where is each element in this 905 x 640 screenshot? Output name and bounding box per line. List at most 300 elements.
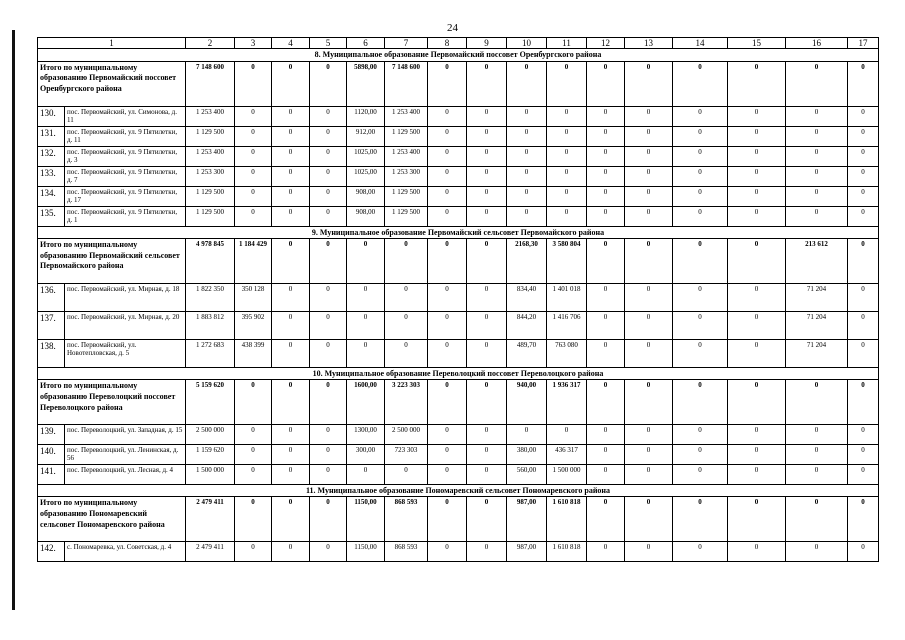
total-value-cell: 0 [467, 61, 507, 106]
value-cell: 0 [272, 339, 310, 367]
section-title: 11. Муниципальное образование Пономаревский сельсовет Пономаревского района [38, 484, 879, 496]
row-number: 131. [38, 126, 65, 146]
table-row [38, 283, 879, 311]
value-cell: 0 [235, 166, 272, 186]
section-header-row [38, 226, 879, 238]
value-cell: 1300,00 [347, 424, 385, 444]
value-cell: 0 [310, 464, 347, 484]
value-cell: 0 [848, 444, 879, 464]
value-cell: 0 [507, 424, 547, 444]
column-header: 10 [507, 38, 547, 49]
total-value-cell: 0 [428, 497, 467, 542]
value-cell: 0 [385, 339, 428, 367]
value-cell: 0 [547, 424, 587, 444]
value-cell: 380,00 [507, 444, 547, 464]
total-value-cell: 7 148 600 [385, 61, 428, 106]
value-cell: 0 [625, 464, 673, 484]
address-cell: пос. Первомайский, ул. 9 Пятилетки, д. 3 [65, 146, 186, 166]
value-cell: 0 [385, 311, 428, 339]
total-value-cell: 0 [310, 497, 347, 542]
address-cell: пос. Первомайский, ул. Мирная, д. 18 [65, 283, 186, 311]
value-cell: 0 [728, 464, 786, 484]
total-value-cell: 0 [272, 238, 310, 283]
value-cell: 1 129 500 [186, 126, 235, 146]
value-cell: 1 272 683 [186, 339, 235, 367]
value-cell: 0 [428, 444, 467, 464]
column-header: 2 [186, 38, 235, 49]
table-row [38, 166, 879, 186]
value-cell: 0 [428, 126, 467, 146]
total-value-cell: 0 [310, 61, 347, 106]
column-number-row [38, 38, 879, 49]
total-value-cell: 0 [848, 61, 879, 106]
value-cell: 0 [587, 106, 625, 126]
column-header: 12 [587, 38, 625, 49]
value-cell: 1 401 018 [547, 283, 587, 311]
address-cell: пос. Первомайский, ул. Мирная, д. 20 [65, 311, 186, 339]
value-cell: 71 204 [786, 283, 848, 311]
total-value-cell: 0 [728, 497, 786, 542]
value-cell: 0 [235, 106, 272, 126]
value-cell: 1150,00 [347, 542, 385, 562]
value-cell: 0 [272, 283, 310, 311]
total-value-cell: 0 [625, 238, 673, 283]
total-value-cell: 0 [786, 61, 848, 106]
total-value-cell: 7 148 600 [186, 61, 235, 106]
value-cell: 0 [428, 339, 467, 367]
value-cell: 0 [467, 311, 507, 339]
value-cell: 0 [786, 424, 848, 444]
value-cell: 489,70 [507, 339, 547, 367]
value-cell: 0 [625, 186, 673, 206]
total-value-cell: 0 [235, 497, 272, 542]
value-cell: 0 [385, 464, 428, 484]
total-value-cell: 3 580 804 [547, 238, 587, 283]
value-cell: 0 [786, 126, 848, 146]
total-value-cell: 0 [728, 238, 786, 283]
value-cell: 0 [728, 186, 786, 206]
value-cell: 0 [507, 126, 547, 146]
value-cell: 912,00 [347, 126, 385, 146]
value-cell: 0 [728, 424, 786, 444]
value-cell: 0 [310, 424, 347, 444]
total-value-cell: 0 [272, 497, 310, 542]
value-cell: 0 [673, 339, 728, 367]
value-cell: 0 [310, 126, 347, 146]
total-value-cell: 0 [673, 238, 728, 283]
total-value-cell: 0 [587, 497, 625, 542]
value-cell: 0 [428, 311, 467, 339]
row-number: 137. [38, 311, 65, 339]
row-number: 139. [38, 424, 65, 444]
value-cell: 1 253 400 [186, 106, 235, 126]
value-cell: 987,00 [507, 542, 547, 562]
value-cell: 0 [272, 146, 310, 166]
page-number: 24 [447, 22, 458, 34]
value-cell: 0 [428, 146, 467, 166]
value-cell: 1 253 400 [186, 146, 235, 166]
value-cell: 0 [235, 186, 272, 206]
total-value-cell: 5 159 620 [186, 379, 235, 424]
table-row [38, 106, 879, 126]
total-value-cell: 940,00 [507, 379, 547, 424]
total-value-cell: 2168,30 [507, 238, 547, 283]
total-value-cell: 0 [428, 238, 467, 283]
value-cell: 0 [385, 283, 428, 311]
value-cell: 0 [848, 542, 879, 562]
value-cell: 0 [673, 283, 728, 311]
value-cell: 0 [428, 206, 467, 226]
total-value-cell: 0 [428, 379, 467, 424]
total-label: Итого по муниципальному образованию Первомайский сельсовет Первомайского района [38, 238, 186, 283]
value-cell: 0 [428, 186, 467, 206]
row-number: 132. [38, 146, 65, 166]
value-cell: 0 [507, 166, 547, 186]
value-cell: 0 [547, 166, 587, 186]
value-cell: 0 [587, 126, 625, 146]
total-value-cell: 0 [272, 379, 310, 424]
value-cell: 0 [587, 206, 625, 226]
value-cell: 0 [673, 126, 728, 146]
column-header: 9 [467, 38, 507, 49]
value-cell: 0 [786, 106, 848, 126]
section-title: 9. Муниципальное образование Первомайский сельсовет Первомайского района [38, 226, 879, 238]
total-value-cell: 5898,00 [347, 61, 385, 106]
section-header-row [38, 367, 879, 379]
value-cell: 0 [587, 464, 625, 484]
value-cell: 0 [547, 146, 587, 166]
value-cell: 0 [848, 424, 879, 444]
value-cell: 0 [467, 424, 507, 444]
binder-margin-line [12, 30, 15, 610]
value-cell: 1120,00 [347, 106, 385, 126]
value-cell: 1 129 500 [385, 186, 428, 206]
section-total-row [38, 379, 879, 424]
value-cell: 0 [625, 206, 673, 226]
value-cell: 723 303 [385, 444, 428, 464]
value-cell: 0 [467, 186, 507, 206]
value-cell: 0 [848, 146, 879, 166]
value-cell: 0 [272, 126, 310, 146]
value-cell: 2 500 000 [186, 424, 235, 444]
value-cell: 2 500 000 [385, 424, 428, 444]
total-value-cell: 0 [625, 61, 673, 106]
value-cell: 0 [547, 126, 587, 146]
value-cell: 0 [673, 146, 728, 166]
value-cell: 0 [728, 339, 786, 367]
total-label: Итого по муниципальному образованию Первомайский поссовет Оренбургского района [38, 61, 186, 106]
table-row [38, 424, 879, 444]
address-cell: пос. Первомайский, ул. 9 Пятилетки, д. 7 [65, 166, 186, 186]
value-cell: 0 [587, 542, 625, 562]
total-value-cell: 0 [587, 379, 625, 424]
column-header: 17 [848, 38, 879, 49]
total-value-cell: 0 [625, 379, 673, 424]
total-value-cell: 0 [467, 497, 507, 542]
table-row [38, 464, 879, 484]
section-header-row [38, 484, 879, 496]
value-cell: 0 [625, 424, 673, 444]
row-number: 135. [38, 206, 65, 226]
table-row [38, 206, 879, 226]
value-cell: 0 [310, 444, 347, 464]
value-cell: 0 [848, 126, 879, 146]
value-cell: 0 [507, 146, 547, 166]
table-row [38, 339, 879, 367]
value-cell: 0 [235, 444, 272, 464]
value-cell: 0 [467, 339, 507, 367]
value-cell: 0 [428, 106, 467, 126]
value-cell: 0 [310, 166, 347, 186]
value-cell: 1 822 350 [186, 283, 235, 311]
value-cell: 0 [786, 444, 848, 464]
total-label: Итого по муниципальному образованию Переволоцкий поссовет Переволоцкого района [38, 379, 186, 424]
value-cell: 0 [786, 186, 848, 206]
value-cell: 0 [587, 283, 625, 311]
value-cell: 0 [786, 542, 848, 562]
value-cell: 350 128 [235, 283, 272, 311]
value-cell: 0 [848, 311, 879, 339]
value-cell: 0 [310, 311, 347, 339]
table-row [38, 186, 879, 206]
value-cell: 0 [673, 444, 728, 464]
column-header: 16 [786, 38, 848, 49]
table-row [38, 146, 879, 166]
value-cell: 0 [272, 166, 310, 186]
value-cell: 0 [467, 542, 507, 562]
value-cell: 0 [673, 464, 728, 484]
address-cell: пос. Первомайский, ул. 9 Пятилетки, д. 11 [65, 126, 186, 146]
value-cell: 0 [625, 146, 673, 166]
value-cell: 0 [625, 283, 673, 311]
total-value-cell: 0 [728, 379, 786, 424]
total-value-cell: 0 [786, 497, 848, 542]
value-cell: 0 [625, 106, 673, 126]
value-cell: 0 [848, 186, 879, 206]
total-value-cell: 868 593 [385, 497, 428, 542]
value-cell: 1 416 706 [547, 311, 587, 339]
value-cell: 0 [272, 464, 310, 484]
value-cell: 0 [728, 311, 786, 339]
table-row [38, 311, 879, 339]
value-cell: 0 [310, 339, 347, 367]
total-value-cell: 0 [347, 238, 385, 283]
housing-repair-register-table [37, 37, 879, 562]
value-cell: 834,40 [507, 283, 547, 311]
value-cell: 0 [848, 283, 879, 311]
row-number: 142. [38, 542, 65, 562]
total-value-cell: 0 [625, 497, 673, 542]
value-cell: 0 [272, 186, 310, 206]
section-title: 10. Муниципальное образование Переволоцкий поссовет Переволоцкого района [38, 367, 879, 379]
value-cell: 0 [467, 146, 507, 166]
total-value-cell: 213 612 [786, 238, 848, 283]
value-cell: 0 [235, 206, 272, 226]
row-number: 141. [38, 464, 65, 484]
value-cell: 0 [673, 424, 728, 444]
value-cell: 0 [625, 166, 673, 186]
table-row [38, 542, 879, 562]
value-cell: 0 [347, 464, 385, 484]
total-value-cell: 1 610 818 [547, 497, 587, 542]
column-header: 7 [385, 38, 428, 49]
value-cell: 0 [235, 146, 272, 166]
value-cell: 0 [310, 542, 347, 562]
column-header: 8 [428, 38, 467, 49]
table-row [38, 444, 879, 464]
value-cell: 0 [848, 166, 879, 186]
value-cell: 0 [467, 464, 507, 484]
total-value-cell: 0 [673, 61, 728, 106]
total-value-cell: 0 [587, 238, 625, 283]
value-cell: 0 [587, 339, 625, 367]
value-cell: 0 [272, 542, 310, 562]
column-header: 4 [272, 38, 310, 49]
value-cell: 0 [625, 126, 673, 146]
column-header: 1 [38, 38, 186, 49]
value-cell: 844,20 [507, 311, 547, 339]
value-cell: 0 [428, 283, 467, 311]
value-cell: 0 [507, 106, 547, 126]
value-cell: 0 [728, 106, 786, 126]
value-cell: 0 [428, 166, 467, 186]
total-value-cell: 0 [728, 61, 786, 106]
value-cell: 0 [467, 106, 507, 126]
total-value-cell: 0 [547, 61, 587, 106]
value-cell: 0 [310, 283, 347, 311]
section-total-row [38, 497, 879, 542]
value-cell: 0 [728, 542, 786, 562]
value-cell: 0 [673, 166, 728, 186]
value-cell: 0 [848, 106, 879, 126]
total-value-cell: 0 [467, 379, 507, 424]
total-value-cell: 4 978 845 [186, 238, 235, 283]
value-cell: 0 [625, 542, 673, 562]
value-cell: 2 479 411 [186, 542, 235, 562]
value-cell: 395 902 [235, 311, 272, 339]
value-cell: 1 253 300 [186, 166, 235, 186]
value-cell: 0 [728, 283, 786, 311]
value-cell: 1 500 000 [547, 464, 587, 484]
address-cell: пос. Переволоцкий, ул. Ленинская, д. 56 [65, 444, 186, 464]
value-cell: 0 [467, 166, 507, 186]
total-value-cell: 0 [507, 61, 547, 106]
value-cell: 0 [467, 126, 507, 146]
value-cell: 0 [673, 542, 728, 562]
value-cell: 0 [235, 464, 272, 484]
column-header: 15 [728, 38, 786, 49]
value-cell: 0 [547, 186, 587, 206]
column-header: 13 [625, 38, 673, 49]
value-cell: 300,00 [347, 444, 385, 464]
value-cell: 0 [272, 206, 310, 226]
column-header: 6 [347, 38, 385, 49]
value-cell: 0 [673, 206, 728, 226]
value-cell: 1 129 500 [186, 186, 235, 206]
row-number: 138. [38, 339, 65, 367]
section-title: 8. Муниципальное образование Первомайский поссовет Оренбургского района [38, 49, 879, 61]
value-cell: 0 [728, 166, 786, 186]
value-cell: 0 [728, 206, 786, 226]
value-cell: 438 399 [235, 339, 272, 367]
total-value-cell: 0 [235, 379, 272, 424]
value-cell: 0 [428, 424, 467, 444]
total-label: Итого по муниципальному образованию Пономаревский сельсовет Пономаревского района [38, 497, 186, 542]
value-cell: 1025,00 [347, 146, 385, 166]
value-cell: 1 253 400 [385, 106, 428, 126]
total-value-cell: 0 [310, 379, 347, 424]
total-value-cell: 0 [587, 61, 625, 106]
value-cell: 0 [786, 464, 848, 484]
value-cell: 0 [587, 311, 625, 339]
column-header: 11 [547, 38, 587, 49]
value-cell: 0 [728, 126, 786, 146]
value-cell: 0 [467, 444, 507, 464]
table-row [38, 126, 879, 146]
total-value-cell: 0 [310, 238, 347, 283]
value-cell: 1025,00 [347, 166, 385, 186]
total-value-cell: 0 [385, 238, 428, 283]
value-cell: 0 [310, 146, 347, 166]
value-cell: 0 [428, 542, 467, 562]
value-cell: 1 129 500 [186, 206, 235, 226]
value-cell: 0 [235, 126, 272, 146]
total-value-cell: 1 936 317 [547, 379, 587, 424]
value-cell: 908,00 [347, 206, 385, 226]
value-cell: 1 500 000 [186, 464, 235, 484]
total-value-cell: 0 [848, 238, 879, 283]
total-value-cell: 0 [428, 61, 467, 106]
value-cell: 0 [625, 339, 673, 367]
address-cell: пос. Первомайский, ул. 9 Пятилетки, д. 1 [65, 206, 186, 226]
value-cell: 0 [786, 206, 848, 226]
column-header: 3 [235, 38, 272, 49]
total-value-cell: 0 [786, 379, 848, 424]
value-cell: 0 [587, 444, 625, 464]
address-cell: пос. Первомайский, ул. Симонова, д. 11 [65, 106, 186, 126]
column-header: 5 [310, 38, 347, 49]
value-cell: 1 610 818 [547, 542, 587, 562]
address-cell: пос. Первомайский, ул. 9 Пятилетки, д. 17 [65, 186, 186, 206]
value-cell: 1 253 400 [385, 146, 428, 166]
row-number: 140. [38, 444, 65, 464]
address-cell: с. Пономаревка, ул. Советская, д. 4 [65, 542, 186, 562]
value-cell: 0 [347, 311, 385, 339]
value-cell: 0 [587, 166, 625, 186]
total-value-cell: 0 [673, 379, 728, 424]
value-cell: 0 [848, 206, 879, 226]
total-value-cell: 0 [235, 61, 272, 106]
value-cell: 0 [272, 444, 310, 464]
value-cell: 0 [310, 106, 347, 126]
value-cell: 0 [272, 311, 310, 339]
value-cell: 0 [547, 206, 587, 226]
value-cell: 0 [347, 283, 385, 311]
value-cell: 0 [625, 444, 673, 464]
value-cell: 0 [587, 424, 625, 444]
register-body [38, 49, 879, 562]
section-header-row [38, 49, 879, 61]
row-number: 133. [38, 166, 65, 186]
value-cell: 0 [786, 166, 848, 186]
total-value-cell: 1 184 429 [235, 238, 272, 283]
value-cell: 0 [467, 283, 507, 311]
value-cell: 0 [673, 186, 728, 206]
value-cell: 0 [728, 146, 786, 166]
value-cell: 71 204 [786, 339, 848, 367]
value-cell: 0 [272, 106, 310, 126]
value-cell: 0 [310, 186, 347, 206]
